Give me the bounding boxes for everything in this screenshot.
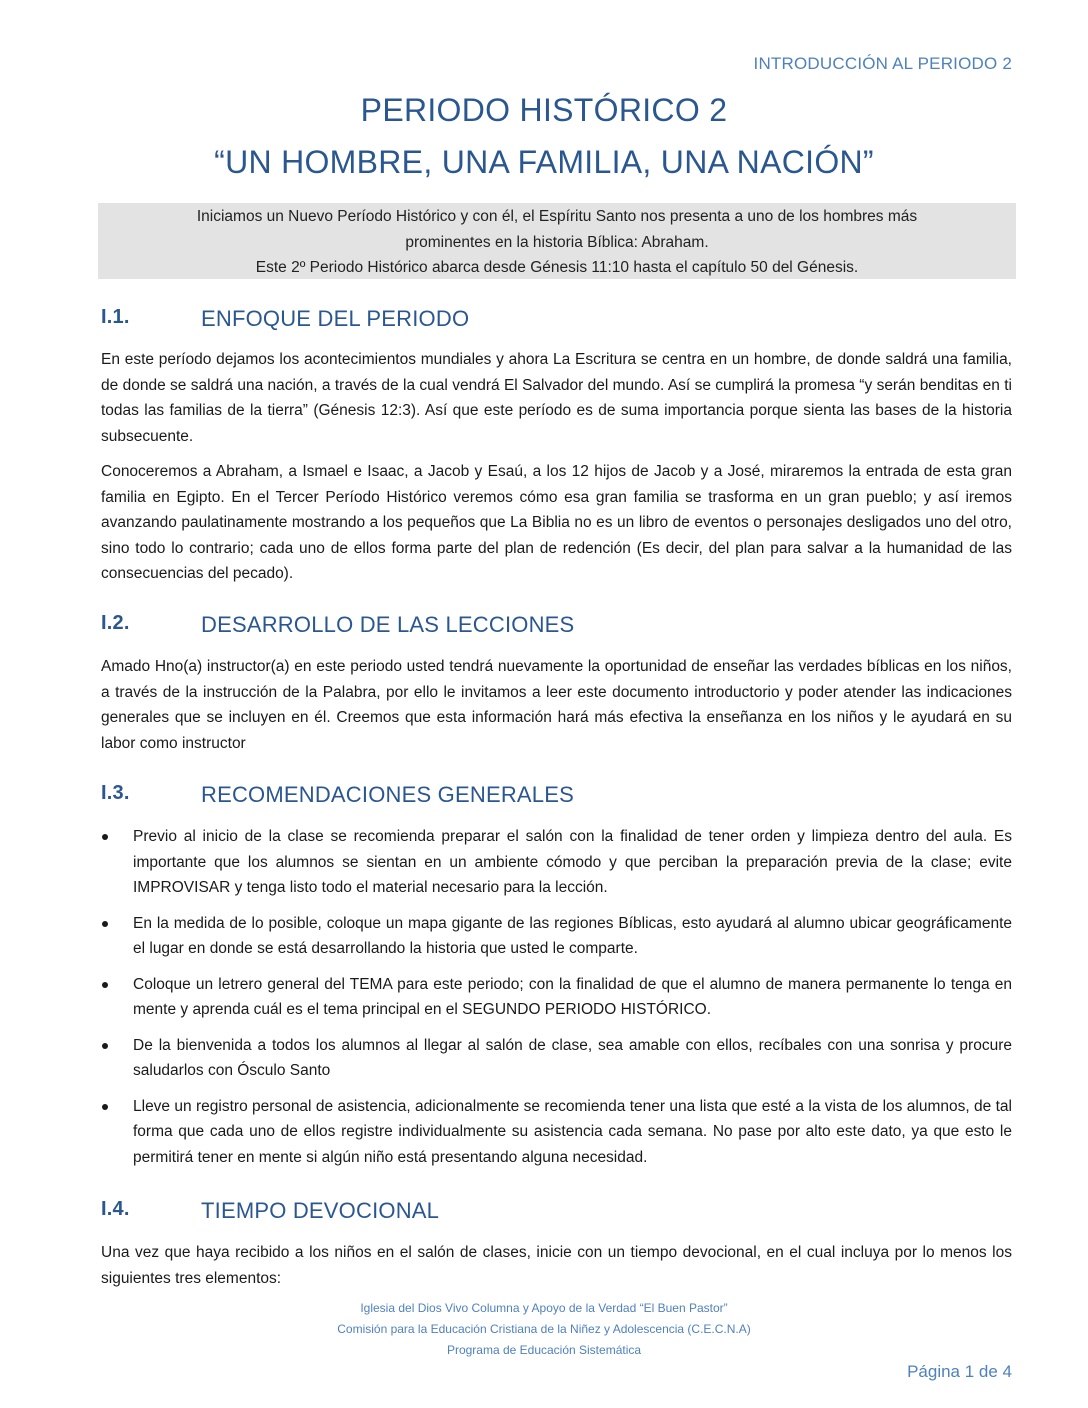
intro-line: Este 2º Periodo Histórico abarca desde Génesis 11:10 hasta el capítulo 50 del Génesis. [255,259,859,276]
section-heading-desarrollo [101,612,1011,642]
bullet-icon [102,834,108,840]
bullet-icon [102,1104,108,1110]
section-title: TIEMPO DEVOCIONAL [201,1198,440,1223]
footer-line: Comisión para la Educación Cristiana de la Niñez y Adolescencia (C.E.C.N.A) [337,1322,751,1336]
footer-line: Programa de Educación Sistemática [446,1343,642,1357]
footer-line: Iglesia del Dios Vivo Columna y Apoyo de la Verdad “El Buen Pastor” [360,1301,728,1315]
section-number: I.3. [101,782,130,804]
recommendations-list [101,824,1012,1180]
intro-box [98,203,1016,279]
section-number: I.4. [101,1198,130,1220]
running-header: INTRODUCCIÓN AL PERIODO 2 [753,54,1012,73]
list-item [101,1094,1012,1171]
bullet-icon [102,1043,108,1049]
paragraph: En este período dejamos los acontecimientos mundiales y ahora La Escritura se centra en un hombre, de donde saldrá una familia, de donde se saldrá una nación, a través de la cual vendrá El Salvador del mundo. Así se cumplirá la promesa “y serán benditas en ti todas las familias de la tierra” (Génesis 12:3). Así que este período es de suma importancia porque sienta las bases de la historia subsecuente. [101,351,1012,445]
list-item [101,824,1012,901]
section-number: I.2. [101,612,130,634]
list-item [101,972,1012,1023]
section-title: RECOMENDACIONES GENERALES [201,782,574,807]
list-item-text: En la medida de lo posible, coloque un mapa gigante de las regiones Bíblicas, esto ayudará al alumno ubicar geográficamente el lugar en donde se está desarrollando la historia que usted le comparte. [133,914,1012,957]
list-item-text: Lleve un registro personal de asistencia, adicionalmente se recomienda tener una lista que esté a la vista de los alumnos, de tal forma que cada uno de ellos registre individualmente su asistencia cada semana. No pase por alto este dato, ya que esto le permitirá tener en mente si algún niño está presentando alguna necesidad. [133,1097,1012,1166]
bullet-icon [102,921,108,927]
footer [0,1298,1088,1361]
section-heading-enfoque [101,306,1011,336]
paragraph: Conoceremos a Abraham, a Ismael e Isaac, a Jacob y Esaú, a los 12 hijos de Jacob y a José, miraremos la entrada de esta gran familia en Egipto. En el Tercer Período Histórico veremos cómo esa gran familia se trasforma en un gran pueblo; y así iremos avanzando paulatinamente mostrando a los pequeños que La Biblia no es un libro de eventos o personajes desligados uno del otro, sino todo lo contrario; cada uno de ellos forma parte del plan de redención (Es decir, del plan para salvar a la humanidad de las consecuencias del pecado). [101,463,1012,582]
list-item-text: Previo al inicio de la clase se recomienda preparar el salón con la finalidad de tener orden y limpieza dentro del aula. Es importante que los alumnos se sientan en un ambiente cómodo y que perciban la preparación previa de la clase; evite IMPROVISAR y tenga listo todo el material necesario para la lección. [133,828,1012,896]
intro-line: Iniciamos un Nuevo Período Histórico y con él, el Espíritu Santo nos presenta a uno de los hombres más [196,208,918,225]
paragraph: Amado Hno(a) instructor(a) en este periodo usted tendrá nuevamente la oportunidad de enseñar las verdades bíblicas en los niños, a través de la instrucción de la Palabra, por ello le invitamos a leer este documento introductorio y poder atender las indicaciones generales que se incluyen en él. Creemos que esta información hará más efectiva la enseñanza en los niños y le ayudará en su labor como instructor [101,658,1012,752]
section-number: I.1. [101,306,130,328]
paragraph: Una vez que haya recibido a los niños en el salón de clases, inicie con un tiempo devocional, en el cual incluya por lo menos los siguientes tres elementos: [101,1244,1012,1287]
document-title: PERIODO HISTÓRICO 2 [360,92,728,128]
bullet-icon [102,982,108,988]
intro-line: prominentes en la historia Bíblica: Abraham. [405,233,709,251]
list-item [101,1033,1012,1084]
section-heading-recomendaciones [101,782,1011,812]
page-number: Página 1 de 4 [907,1362,1012,1381]
section-heading-devocional [101,1198,1011,1228]
document-subtitle: “UN HOMBRE, UNA FAMILIA, UNA NACIÓN” [214,144,874,180]
title-block [0,84,1088,188]
section-title: ENFOQUE DEL PERIODO [201,306,470,331]
list-item-text: Coloque un letrero general del TEMA para este periodo; con la finalidad de que el alumno de manera permanente lo tenga en mente y aprenda cuál es el tema principal en el SEGUNDO PERIODO HISTÓRICO. [133,975,1012,1018]
section-title: DESARROLLO DE LAS LECCIONES [201,612,575,637]
list-item [101,911,1012,962]
list-item-text: De la bienvenida a todos los alumnos al llegar al salón de clase, sea amable con ellos, recíbales con una sonrisa y procure saludarlos con Ósculo Santo [133,1036,1012,1079]
